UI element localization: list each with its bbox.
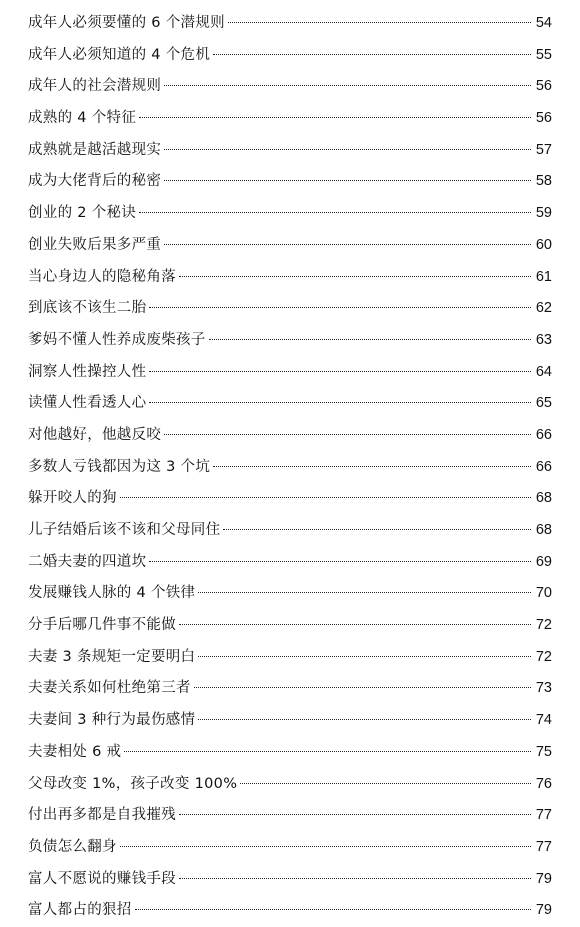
dotted-leader bbox=[198, 719, 531, 720]
dotted-leader bbox=[149, 561, 531, 562]
toc-entry-page-number: 63 bbox=[535, 331, 552, 348]
toc-entry[interactable] bbox=[28, 673, 552, 705]
toc-entry[interactable] bbox=[28, 515, 552, 547]
toc-entry-title: 富人都占的狠招 bbox=[28, 902, 132, 919]
toc-entry[interactable] bbox=[28, 705, 552, 737]
toc-entry-title: 当心身边人的隐秘角落 bbox=[28, 268, 176, 285]
toc-entry[interactable] bbox=[28, 262, 552, 294]
toc-entry-title: 夫妻间 3 种行为最伤感情 bbox=[28, 712, 196, 729]
dotted-leader bbox=[223, 529, 531, 530]
toc-entry-page-number: 68 bbox=[535, 490, 552, 507]
toc-entry-page-number: 56 bbox=[535, 110, 552, 127]
dotted-leader bbox=[164, 434, 531, 435]
dotted-leader bbox=[209, 339, 531, 340]
toc-entry[interactable] bbox=[28, 452, 552, 484]
toc-entry-page-number: 73 bbox=[535, 680, 552, 697]
toc-entry-page-number: 57 bbox=[535, 141, 552, 158]
toc-entry-title: 爹妈不懂人性养成废柴孩子 bbox=[28, 331, 206, 348]
toc-entry-title: 儿子结婚后该不该和父母同住 bbox=[28, 522, 221, 538]
toc-entry-title: 富人不愿说的赚钱手段 bbox=[28, 870, 176, 887]
toc-entry-page-number: 79 bbox=[535, 902, 552, 919]
dotted-leader bbox=[198, 592, 531, 593]
toc-entry-title: 父母改变 1%，孩子改变 100% bbox=[28, 775, 238, 792]
toc-entry[interactable] bbox=[28, 547, 552, 579]
dotted-leader bbox=[149, 307, 531, 308]
toc-entry-page-number: 70 bbox=[535, 585, 552, 602]
toc-entry-title: 躲开咬人的狗 bbox=[28, 490, 117, 507]
toc-entry-title: 夫妻 3 条规矩一定要明白 bbox=[28, 648, 196, 665]
toc-entry-page-number: 75 bbox=[535, 743, 552, 760]
toc-entry-title: 成年人必须要懂的 6 个潜规则 bbox=[28, 15, 225, 31]
toc-entry[interactable] bbox=[28, 198, 552, 230]
dotted-leader bbox=[179, 814, 531, 815]
dotted-leader bbox=[198, 656, 531, 657]
toc-entry[interactable] bbox=[28, 832, 552, 864]
toc-entry-page-number: 59 bbox=[535, 205, 552, 222]
toc-entry-page-number: 62 bbox=[535, 300, 552, 317]
toc-entry-title: 对他越好，他越反咬 bbox=[28, 426, 162, 443]
toc-entry-page-number: 76 bbox=[535, 775, 552, 792]
toc-entry[interactable] bbox=[28, 293, 552, 325]
toc-entry[interactable] bbox=[28, 230, 552, 262]
dotted-leader bbox=[139, 212, 531, 213]
toc-entry-page-number: 74 bbox=[535, 712, 552, 729]
dotted-leader bbox=[240, 783, 531, 784]
toc-entry-page-number: 54 bbox=[535, 15, 552, 31]
toc-entry-title: 分手后哪几件事不能做 bbox=[28, 617, 176, 634]
dotted-leader bbox=[179, 276, 531, 277]
toc-entry[interactable] bbox=[28, 325, 552, 357]
toc-entry-page-number: 79 bbox=[535, 870, 552, 887]
toc-entry-page-number: 64 bbox=[535, 363, 552, 380]
toc-entry[interactable] bbox=[28, 864, 552, 896]
toc-entry-title: 成熟就是越活越现实 bbox=[28, 141, 162, 158]
toc-entry-title: 读懂人性看透人心 bbox=[28, 395, 147, 412]
table-of-contents bbox=[28, 8, 552, 927]
toc-entry-title: 成年人必须知道的 4 个危机 bbox=[28, 46, 211, 63]
toc-entry-title: 洞察人性操控人性 bbox=[28, 363, 147, 380]
toc-entry-page-number: 58 bbox=[535, 173, 552, 190]
dotted-leader bbox=[120, 497, 531, 498]
toc-entry[interactable] bbox=[28, 800, 552, 832]
dotted-leader bbox=[194, 687, 531, 688]
dotted-leader bbox=[179, 624, 531, 625]
toc-entry[interactable] bbox=[28, 420, 552, 452]
toc-entry-page-number: 66 bbox=[535, 426, 552, 443]
toc-entry-page-number: 68 bbox=[535, 522, 552, 538]
dotted-leader bbox=[149, 402, 531, 403]
toc-entry[interactable] bbox=[28, 8, 552, 40]
dotted-leader bbox=[228, 22, 531, 23]
toc-entry-page-number: 72 bbox=[535, 648, 552, 665]
toc-entry[interactable] bbox=[28, 610, 552, 642]
toc-entry[interactable] bbox=[28, 642, 552, 674]
toc-entry-title: 二婚夫妻的四道坎 bbox=[28, 553, 147, 570]
toc-entry-title: 夫妻关系如何杜绝第三者 bbox=[28, 680, 191, 697]
toc-entry[interactable] bbox=[28, 895, 552, 927]
toc-entry-page-number: 77 bbox=[535, 838, 552, 855]
dotted-leader bbox=[135, 909, 531, 910]
toc-entry[interactable] bbox=[28, 483, 552, 515]
toc-entry-title: 发展赚钱人脉的 4 个铁律 bbox=[28, 585, 196, 602]
toc-entry-page-number: 56 bbox=[535, 78, 552, 95]
dotted-leader bbox=[120, 846, 531, 847]
toc-entry[interactable] bbox=[28, 40, 552, 72]
dotted-leader bbox=[213, 466, 531, 467]
toc-entry-title: 成为大佬背后的秘密 bbox=[28, 173, 162, 190]
toc-entry-page-number: 60 bbox=[535, 236, 552, 253]
toc-entry-title: 付出再多都是自我摧残 bbox=[28, 807, 176, 824]
toc-entry[interactable] bbox=[28, 103, 552, 135]
toc-entry[interactable] bbox=[28, 71, 552, 103]
dotted-leader bbox=[164, 149, 531, 150]
toc-entry-title: 成熟的 4 个特征 bbox=[28, 110, 137, 127]
dotted-leader bbox=[164, 180, 531, 181]
toc-entry-title: 多数人亏钱都因为这 3 个坑 bbox=[28, 458, 211, 475]
toc-entry-title: 创业失败后果多严重 bbox=[28, 236, 162, 253]
toc-entry-page-number: 69 bbox=[535, 553, 552, 570]
toc-entry[interactable] bbox=[28, 769, 552, 801]
toc-entry-page-number: 55 bbox=[535, 46, 552, 63]
dotted-leader bbox=[139, 117, 531, 118]
toc-entry-page-number: 61 bbox=[535, 268, 552, 285]
toc-entry[interactable] bbox=[28, 357, 552, 389]
toc-entry-title: 成年人的社会潜规则 bbox=[28, 78, 162, 95]
toc-entry[interactable] bbox=[28, 166, 552, 198]
toc-entry[interactable] bbox=[28, 135, 552, 167]
toc-entry-page-number: 77 bbox=[535, 807, 552, 824]
toc-entry[interactable] bbox=[28, 388, 552, 420]
dotted-leader bbox=[164, 85, 531, 86]
toc-entry[interactable] bbox=[28, 737, 552, 769]
dotted-leader bbox=[124, 751, 531, 752]
dotted-leader bbox=[149, 371, 531, 372]
toc-entry[interactable] bbox=[28, 578, 552, 610]
dotted-leader bbox=[164, 244, 531, 245]
dotted-leader bbox=[213, 54, 531, 55]
toc-entry-title: 到底该不该生二胎 bbox=[28, 300, 147, 317]
dotted-leader bbox=[179, 878, 531, 879]
toc-entry-title: 夫妻相处 6 戒 bbox=[28, 743, 122, 760]
toc-entry-title: 创业的 2 个秘诀 bbox=[28, 205, 137, 222]
toc-entry-page-number: 65 bbox=[535, 395, 552, 412]
toc-entry-page-number: 66 bbox=[535, 458, 552, 475]
toc-entry-title: 负债怎么翻身 bbox=[28, 838, 117, 855]
toc-entry-page-number: 72 bbox=[535, 617, 552, 634]
